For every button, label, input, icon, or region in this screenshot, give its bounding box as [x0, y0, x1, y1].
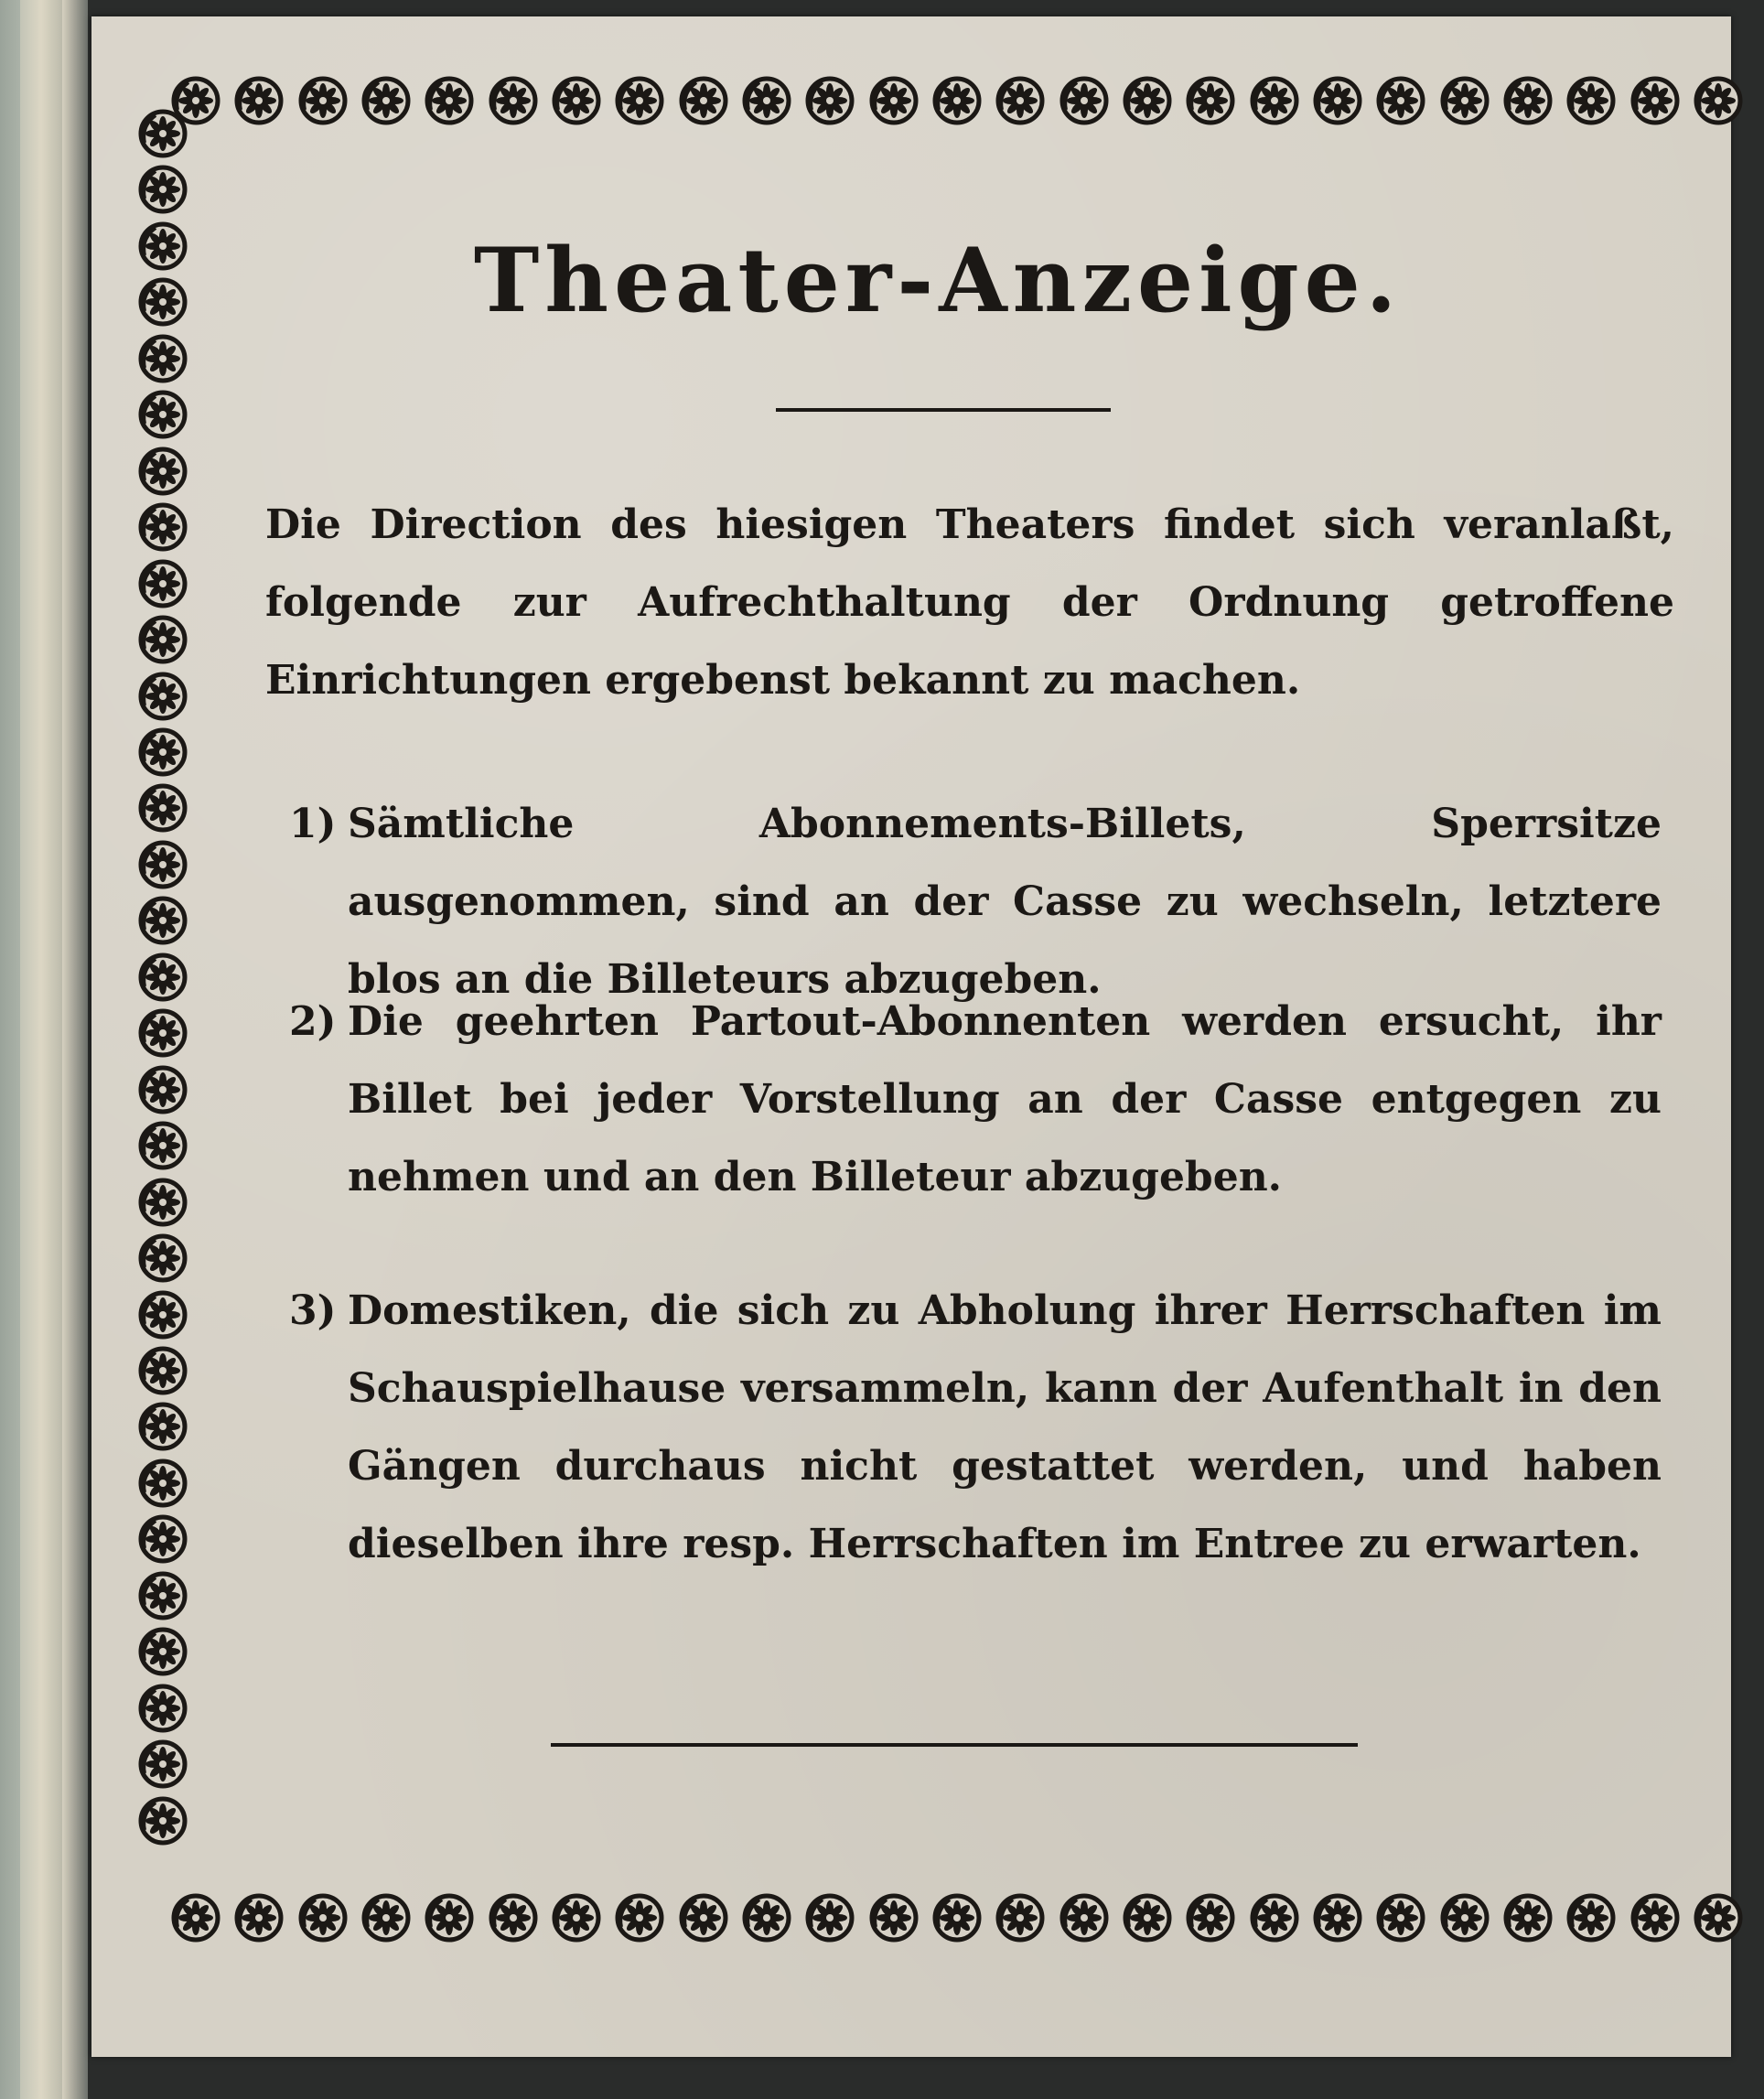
- list-item-text: Sämtliche Abonnements-Billets, Sperrsitze ausgenommen, sind an der Casse zu wechseln, letztere blos an die Billeteurs abzugeben.: [348, 801, 1662, 1003]
- floral-rosette-icon: [741, 1892, 792, 1943]
- floral-rosette-icon: [804, 1892, 855, 1943]
- floral-rosette-icon: [1312, 1892, 1363, 1943]
- floral-rosette-icon: [137, 1007, 188, 1059]
- floral-rosette-icon: [1375, 1892, 1426, 1943]
- floral-rosette-icon: [137, 952, 188, 1003]
- floral-rosette-icon: [1249, 1892, 1300, 1943]
- floral-rosette-icon: [137, 1738, 188, 1790]
- floral-rosette-icon: [1565, 75, 1617, 126]
- floral-rosette-icon: [1693, 75, 1744, 126]
- floral-rosette-icon: [137, 1458, 188, 1509]
- list-item-number: 1): [289, 801, 337, 847]
- floral-rosette-icon: [741, 75, 792, 126]
- book-binding-edge: [0, 0, 88, 2099]
- floral-rosette-icon: [1693, 1892, 1744, 1943]
- floral-rosette-icon: [170, 1892, 221, 1943]
- floral-rosette-icon: [1059, 1892, 1110, 1943]
- floral-rosette-icon: [1185, 1892, 1236, 1943]
- floral-rosette-icon: [488, 75, 539, 126]
- list-item-number: 3): [289, 1287, 337, 1334]
- floral-rosette-icon: [551, 1892, 602, 1943]
- floral-rosette-icon: [137, 895, 188, 946]
- floral-rosette-icon: [233, 75, 285, 126]
- floral-rosette-icon: [137, 1626, 188, 1677]
- floral-rosette-icon: [995, 1892, 1046, 1943]
- floral-rosette-icon: [1565, 1892, 1617, 1943]
- floral-rosette-icon: [804, 75, 855, 126]
- floral-rosette-icon: [614, 1892, 665, 1943]
- floral-rosette-icon: [1630, 1892, 1681, 1943]
- floral-rosette-icon: [931, 1892, 983, 1943]
- floral-rosette-icon: [137, 1570, 188, 1621]
- floral-rosette-icon: [137, 782, 188, 834]
- floral-rosette-icon: [137, 614, 188, 665]
- floral-rosette-icon: [137, 333, 188, 384]
- floral-rosette-icon: [1059, 75, 1110, 126]
- floral-rosette-icon: [137, 839, 188, 890]
- ornament-border-top: [170, 75, 1744, 134]
- ornament-border-left: [137, 108, 196, 1846]
- playbill-sheet: [91, 16, 1731, 2057]
- floral-rosette-icon: [1502, 1892, 1554, 1943]
- list-item: [289, 1272, 1662, 1583]
- floral-rosette-icon: [137, 501, 188, 553]
- floral-rosette-icon: [137, 1232, 188, 1284]
- floral-rosette-icon: [1249, 75, 1300, 126]
- floral-rosette-icon: [1630, 75, 1681, 126]
- floral-rosette-icon: [137, 1289, 188, 1340]
- floral-rosette-icon: [297, 1892, 349, 1943]
- floral-rosette-icon: [1312, 75, 1363, 126]
- floral-rosette-icon: [137, 1120, 188, 1171]
- list-item-text: Domestiken, die sich zu Abholung ihrer Herrschaften im Schauspielhause versammeln, kann der Aufenthalt in den Gängen durchaus nicht gestattet werden, und haben dieselben ihre resp. Herrschaften im Entree zu erwarten.: [348, 1287, 1662, 1567]
- floral-rosette-icon: [678, 75, 729, 126]
- floral-rosette-icon: [614, 75, 665, 126]
- floral-rosette-icon: [137, 1401, 188, 1452]
- floral-rosette-icon: [233, 1892, 285, 1943]
- floral-rosette-icon: [137, 727, 188, 778]
- list-item-text: Die geehrten Partout-Abonnenten werden ersucht, ihr Billet bei jeder Vorstellung an der Casse entgegen zu nehmen und an den Billeteur abzugeben.: [348, 998, 1662, 1200]
- floral-rosette-icon: [360, 75, 412, 126]
- closing-divider: [551, 1743, 1358, 1747]
- floral-rosette-icon: [1375, 75, 1426, 126]
- floral-rosette-icon: [137, 1683, 188, 1734]
- floral-rosette-icon: [137, 389, 188, 440]
- floral-rosette-icon: [931, 75, 983, 126]
- floral-rosette-icon: [137, 1064, 188, 1115]
- page-title: Theater-Anzeige.: [473, 229, 1403, 332]
- floral-rosette-icon: [1122, 75, 1173, 126]
- floral-rosette-icon: [1122, 1892, 1173, 1943]
- floral-rosette-icon: [868, 1892, 920, 1943]
- binding-page-edge: [20, 0, 62, 2099]
- floral-rosette-icon: [297, 75, 349, 126]
- floral-rosette-icon: [995, 75, 1046, 126]
- floral-rosette-icon: [137, 446, 188, 497]
- floral-rosette-icon: [1439, 1892, 1490, 1943]
- floral-rosette-icon: [137, 558, 188, 609]
- floral-rosette-icon: [424, 75, 475, 126]
- floral-rosette-icon: [137, 671, 188, 722]
- floral-rosette-icon: [1185, 75, 1236, 126]
- floral-rosette-icon: [137, 1177, 188, 1228]
- list-item: [289, 983, 1662, 1216]
- title-divider: [776, 408, 1111, 412]
- ornament-border-bottom: [170, 1892, 1744, 1951]
- floral-rosette-icon: [137, 1513, 188, 1565]
- floral-rosette-icon: [1502, 75, 1554, 126]
- floral-rosette-icon: [360, 1892, 412, 1943]
- list-item-number: 2): [289, 998, 337, 1045]
- floral-rosette-icon: [137, 108, 188, 159]
- floral-rosette-icon: [551, 75, 602, 126]
- floral-rosette-icon: [488, 1892, 539, 1943]
- intro-paragraph: Die Direction des hiesigen Theaters findet sich veranlaßt, folgende zur Aufrechthaltung der Ordnung getroffene Einrichtungen ergebenst bekannt zu machen.: [265, 501, 1674, 704]
- floral-rosette-icon: [137, 1795, 188, 1846]
- floral-rosette-icon: [868, 75, 920, 126]
- floral-rosette-icon: [137, 1345, 188, 1396]
- floral-rosette-icon: [678, 1892, 729, 1943]
- floral-rosette-icon: [137, 164, 188, 215]
- floral-rosette-icon: [1439, 75, 1490, 126]
- floral-rosette-icon: [424, 1892, 475, 1943]
